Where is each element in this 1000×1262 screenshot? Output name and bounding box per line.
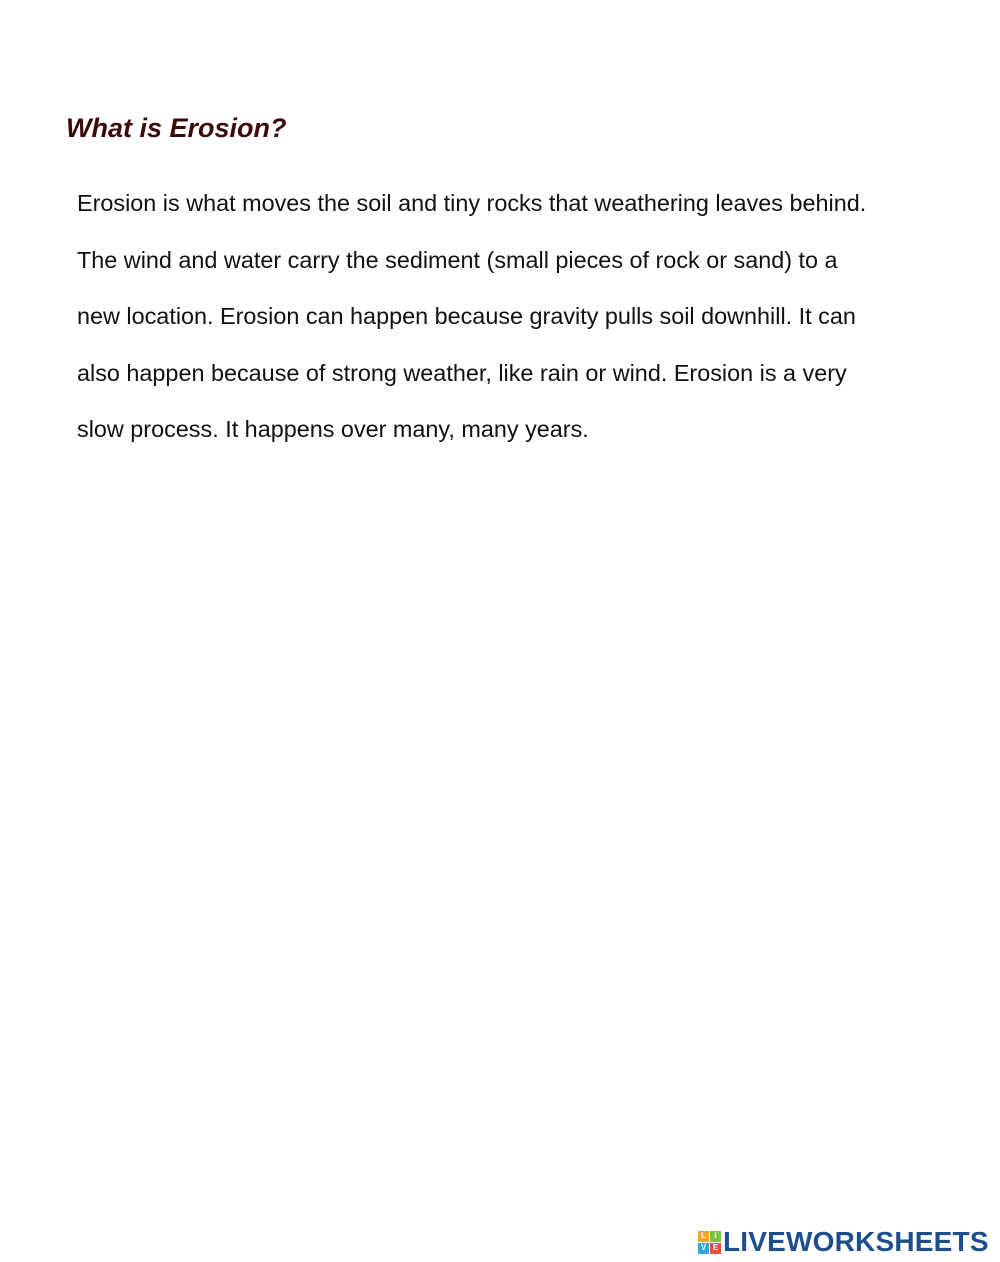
liveworksheets-logo (698, 1228, 989, 1256)
page-title: What is Erosion? (66, 113, 287, 143)
logo-block: L (698, 1231, 709, 1242)
paragraph-line: Erosion is what moves the soil and tiny rocks that weathering leaves behind. (77, 190, 867, 216)
logo-blocks-icon (698, 1231, 721, 1254)
paragraph-line: new location. Erosion can happen because gravity pulls soil downhill. It can (77, 303, 856, 329)
logo-block: E (710, 1243, 721, 1254)
logo-text: LIVEWORKSHEETS (723, 1226, 989, 1257)
paragraph-line: The wind and water carry the sediment (small pieces of rock or sand) to a (77, 246, 838, 273)
paragraph-line: also happen because of strong weather, like rain or wind. Erosion is a very (77, 359, 847, 386)
logo-block: I (710, 1231, 721, 1242)
logo-block: V (698, 1243, 709, 1254)
paragraph-line: slow process. It happens over many, many years. (77, 416, 589, 442)
erosion-paragraph (77, 186, 866, 469)
